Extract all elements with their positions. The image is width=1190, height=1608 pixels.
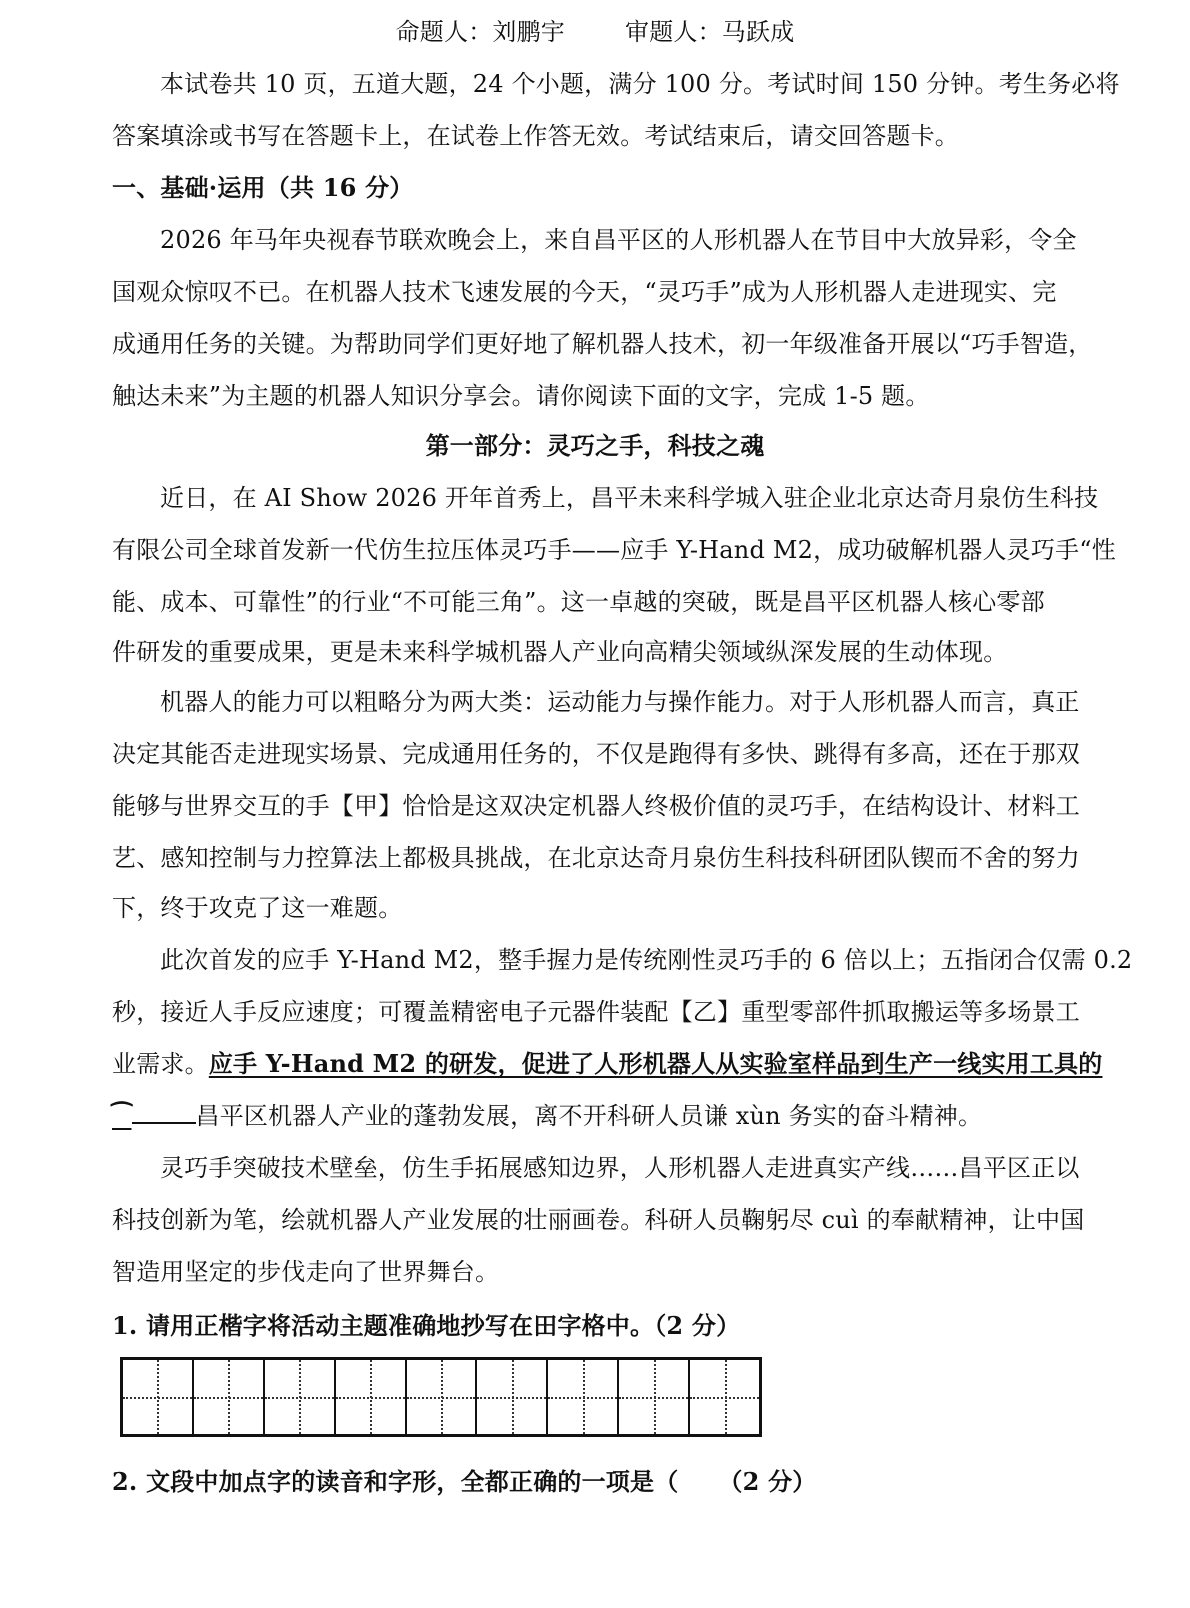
p3-line-4 xyxy=(112,1100,1072,1132)
grid-cell[interactable] xyxy=(548,1360,619,1434)
p4-line-2: 科技创新为笔，绘就机器人产业发展的壮丽画卷。科研人员鞠躬尽 cuì 的奉献精神，让中国 xyxy=(112,1206,1085,1234)
p1-line-4: 件研发的重要成果，更是未来科学城机器人产业向高精尖领域纵深发展的生动体现。 xyxy=(112,638,1008,666)
reviewer-label: 审题人：马跃成 xyxy=(625,18,795,46)
question-2-score: （2 分） xyxy=(718,1467,817,1496)
grid-cell[interactable] xyxy=(619,1360,690,1434)
question-1: 1. 请用正楷字将活动主题准确地抄写在田字格中。（2 分） xyxy=(112,1311,741,1340)
p3-line-2: 秒，接近人手反应速度；可覆盖精密电子元器件装配【乙】重型零部件抓取搬运等多场景工 xyxy=(112,998,1080,1026)
p2-line-5: 下，终于攻克了这一难题。 xyxy=(112,894,403,922)
part-title: 第一部分：灵巧之手，科技之魂 xyxy=(425,431,765,460)
intro-line-2: 答案填涂或书写在答题卡上，在试卷上作答无效。考试结束后，请交回答题卡。 xyxy=(112,122,959,150)
fill-blank xyxy=(132,1100,196,1124)
grid-cell[interactable] xyxy=(477,1360,548,1434)
section-title: 一、基础·运用（共 16 分） xyxy=(112,173,414,202)
p1-line-3: 能、成本、可靠性”的行业“不可能三角”。这一卓越的突破，既是昌平区机器人核心零部 xyxy=(112,588,1045,616)
section-para-line-3: 成通用任务的关键。为帮助同学们更好地了解机器人技术，初一年级准备开展以“巧手智造， xyxy=(112,330,1093,358)
p4-line-1: 灵巧手突破技术壁垒，仿生手拓展感知边界，人形机器人走进真实产线……昌平区正以 xyxy=(160,1154,1080,1182)
p3-line-3-start: 业需求。 xyxy=(112,1050,209,1078)
grid-cell[interactable] xyxy=(265,1360,336,1434)
grid-cell[interactable] xyxy=(407,1360,478,1434)
underlined-sentence-end: ⁀ xyxy=(112,1101,132,1130)
p2-line-1: 机器人的能力可以粗略分为两大类：运动能力与操作能力。对于人形机器人而言，真正 xyxy=(160,688,1080,716)
p2-line-2: 决定其能否走进现实场景、完成通用任务的，不仅是跑得有多快、跳得有多高，还在于那双 xyxy=(112,740,1080,768)
grid-cell[interactable] xyxy=(336,1360,407,1434)
p2-line-3: 能够与世界交互的手【甲】恰恰是这双决定机器人终极价值的灵巧手，在结构设计、材料工 xyxy=(112,792,1080,820)
p4-line-3: 智造用坚定的步伐走向了世界舞台。 xyxy=(112,1258,500,1286)
question-2 xyxy=(112,1466,1072,1498)
grid-cell[interactable] xyxy=(194,1360,265,1434)
section-para-line-4: 触达未来”为主题的机器人知识分享会。请你阅读下面的文字，完成 1-5 题。 xyxy=(112,382,930,410)
p3-line-3 xyxy=(112,1048,1103,1080)
section-para-line-1: 2026 年马年央视春节联欢晚会上，来自昌平区的人形机器人在节目中大放异彩，令全 xyxy=(160,226,1077,254)
p3-line-4-rest: 昌平区机器人产业的蓬勃发展，离不开科研人员谦 xùn 务实的奋斗精神。 xyxy=(195,1102,983,1130)
section-para-line-2: 国观众惊叹不已。在机器人技术飞速发展的今天，“灵巧手”成为人形机器人走进现实、完 xyxy=(112,278,1057,306)
tianzige-grid[interactable] xyxy=(120,1357,762,1437)
p2-line-4: 艺、感知控制与力控算法上都极具挑战，在北京达奇月泉仿生科技科研团队锲而不舍的努力 xyxy=(112,844,1080,872)
grid-cell[interactable] xyxy=(123,1360,194,1434)
p3-line-1: 此次首发的应手 Y-Hand M2，整手握力是传统刚性灵巧手的 6 倍以上；五指闭合仅需 0.2 xyxy=(160,946,1133,974)
grid-cell[interactable] xyxy=(690,1360,759,1434)
p1-line-2: 有限公司全球首发新一代仿生拉压体灵巧手——应手 Y-Hand M2，成功破解机器人灵巧手“性 xyxy=(112,536,1116,564)
underlined-sentence: 应手 Y-Hand M2 的研发，促进了人形机器人从实验室样品到生产一线实用工具的 xyxy=(208,1049,1103,1078)
setter-label: 命题人：刘鹏宇 xyxy=(395,18,565,46)
exam-header xyxy=(0,16,1190,48)
intro-line-1: 本试卷共 10 页，五道大题，24 个小题，满分 100 分。考试时间 150 分钟。考生务必将 xyxy=(160,70,1120,98)
p1-line-1: 近日，在 AI Show 2026 开年首秀上，昌平未来科学城入驻企业北京达奇月泉仿生科技 xyxy=(160,484,1099,512)
question-2-text: 2. 文段中加点字的读音和字形，全都正确的一项是（ xyxy=(112,1467,679,1496)
